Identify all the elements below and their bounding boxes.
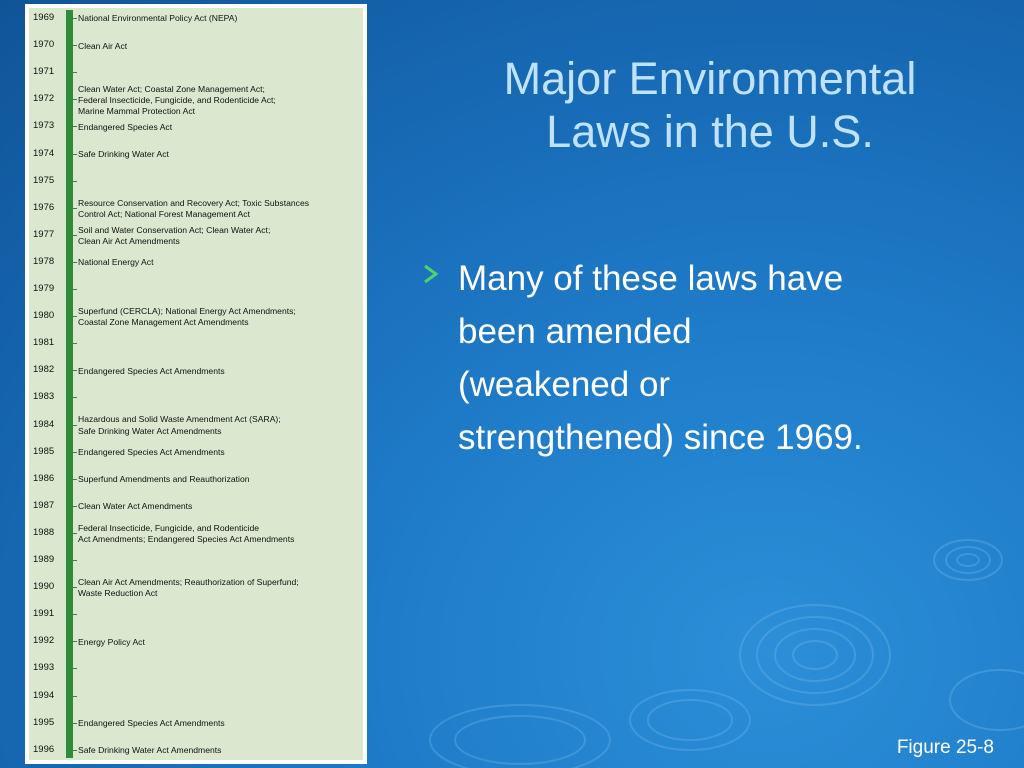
timeline-bar xyxy=(66,10,73,758)
timeline-year: 1992 xyxy=(33,635,55,647)
timeline-year: 1983 xyxy=(33,391,55,403)
timeline-law: Marine Mammal Protection Act xyxy=(78,105,196,116)
timeline-year: 1974 xyxy=(33,147,55,159)
timeline-year: 1990 xyxy=(33,581,55,593)
timeline-law: Clean Air Act Amendments; Reauthorization of Superfund; xyxy=(78,576,299,587)
timeline-year: 1977 xyxy=(33,228,55,240)
timeline-law: Safe Drinking Water Act Amendments xyxy=(78,425,222,436)
bullet-line: (weakened or xyxy=(458,365,671,404)
timeline-year: 1989 xyxy=(33,554,55,565)
timeline-year: 1988 xyxy=(33,526,55,538)
timeline-tick xyxy=(66,235,77,236)
timeline-year: 1994 xyxy=(33,689,55,701)
timeline-year: 1993 xyxy=(33,662,55,674)
timeline-tick xyxy=(66,560,77,561)
timeline-tick xyxy=(66,668,77,669)
timeline-tick xyxy=(66,425,77,426)
timeline-tick xyxy=(66,397,77,398)
timeline-year: 1973 xyxy=(33,120,55,132)
timeline-year: 1976 xyxy=(33,201,55,213)
timeline-law: Resource Conservation and Recovery Act; Toxic Substances xyxy=(78,197,310,208)
timeline-year: 1970 xyxy=(33,39,55,51)
timeline-tick xyxy=(66,370,77,371)
timeline-year: 1987 xyxy=(33,499,55,511)
timeline-law: Hazardous and Solid Waste Amendment Act (SARA); xyxy=(78,414,281,425)
timeline-year: 1996 xyxy=(33,743,55,755)
timeline-tick xyxy=(66,72,77,73)
timeline-tick xyxy=(66,343,77,344)
timeline-law: Act Amendments; Endangered Species Act Amendments xyxy=(78,533,295,544)
timeline-year: 1978 xyxy=(33,255,55,267)
timeline-year: 1986 xyxy=(33,472,55,484)
timeline-law: Safe Drinking Water Act Amendments xyxy=(78,745,222,756)
timeline-law: Endangered Species Act xyxy=(78,121,173,132)
timeline-year: 1982 xyxy=(33,364,55,376)
timeline-law: National Energy Act xyxy=(78,257,154,268)
timeline-year: 1969 xyxy=(33,12,55,23)
title-line: Laws in the U.S. xyxy=(546,106,874,157)
timeline-law: Federal Insecticide, Fungicide, and Rodenticide xyxy=(78,522,260,533)
timeline-law: Waste Reduction Act xyxy=(78,588,158,599)
timeline-law: Safe Drinking Water Act xyxy=(78,148,169,159)
timeline-tick xyxy=(66,99,77,100)
timeline-law: Clean Air Act xyxy=(78,40,128,51)
timeline-law: Endangered Species Act Amendments xyxy=(78,365,225,376)
timeline-tick xyxy=(66,750,77,751)
timeline-year: 1975 xyxy=(33,174,55,186)
timeline-law: Clean Air Act Amendments xyxy=(78,235,180,246)
chevron-arrow-icon xyxy=(422,263,440,285)
timeline-year: 1984 xyxy=(33,418,55,430)
timeline-law: Coastal Zone Management Act Amendments xyxy=(78,317,249,328)
timeline-year: 1985 xyxy=(33,445,55,457)
timeline-tick xyxy=(66,181,77,182)
timeline-year: 1971 xyxy=(33,66,55,78)
bullet-line: strengthened) since 1969. xyxy=(458,418,863,457)
timeline-tick xyxy=(66,614,77,615)
timeline-law: Soil and Water Conservation Act; Clean Water Act; xyxy=(78,224,271,235)
bullet-text xyxy=(458,252,1008,464)
timeline-tick xyxy=(66,154,77,155)
timeline-tick xyxy=(66,696,77,697)
timeline-law: Energy Policy Act xyxy=(78,636,145,647)
timeline-tick xyxy=(66,126,77,127)
timeline-inner xyxy=(29,8,363,760)
timeline-tick xyxy=(66,506,77,507)
timeline-law: Superfund Amendments and Reauthorization xyxy=(78,474,250,485)
slide-title xyxy=(400,52,1020,158)
timeline-law: National Environmental Policy Act (NEPA) xyxy=(78,13,238,24)
timeline-tick xyxy=(66,723,77,724)
timeline-tick xyxy=(66,289,77,290)
timeline-tick xyxy=(66,479,77,480)
timeline-tick xyxy=(66,18,77,19)
timeline-year: 1980 xyxy=(33,310,55,322)
timeline-tick xyxy=(66,316,77,317)
timeline-year: 1979 xyxy=(33,283,55,294)
timeline-tick xyxy=(66,641,77,642)
timeline-tick xyxy=(66,533,77,534)
timeline-law: Clean Water Act; Coastal Zone Management Act; xyxy=(78,83,265,94)
timeline-tick xyxy=(66,208,77,209)
timeline-year: 1995 xyxy=(33,716,55,728)
timeline-law: Clean Water Act Amendments xyxy=(78,501,193,512)
timeline-tick xyxy=(66,262,77,263)
timeline-tick xyxy=(66,452,77,453)
figure-label: Figure 25-8 xyxy=(896,737,994,758)
timeline-law: Federal Insecticide, Fungicide, and Rodenticide Act; xyxy=(78,94,276,105)
timeline-law: Endangered Species Act Amendments xyxy=(78,447,225,457)
bullet-line: been amended xyxy=(458,312,692,351)
timeline-law: Control Act; National Forest Management Act xyxy=(78,208,250,219)
timeline-tick xyxy=(66,45,77,46)
timeline-panel xyxy=(25,4,367,764)
bullet-line: Many of these laws have xyxy=(458,259,844,298)
timeline-law: Endangered Species Act Amendments xyxy=(78,718,225,728)
timeline-year: 1991 xyxy=(33,608,55,620)
timeline-year: 1981 xyxy=(33,337,55,349)
title-line: Major Environmental xyxy=(503,53,917,104)
timeline-law: Superfund (CERCLA); National Energy Act Amendments; xyxy=(78,305,296,316)
timeline-year: 1972 xyxy=(33,93,55,105)
timeline-tick xyxy=(66,587,77,588)
